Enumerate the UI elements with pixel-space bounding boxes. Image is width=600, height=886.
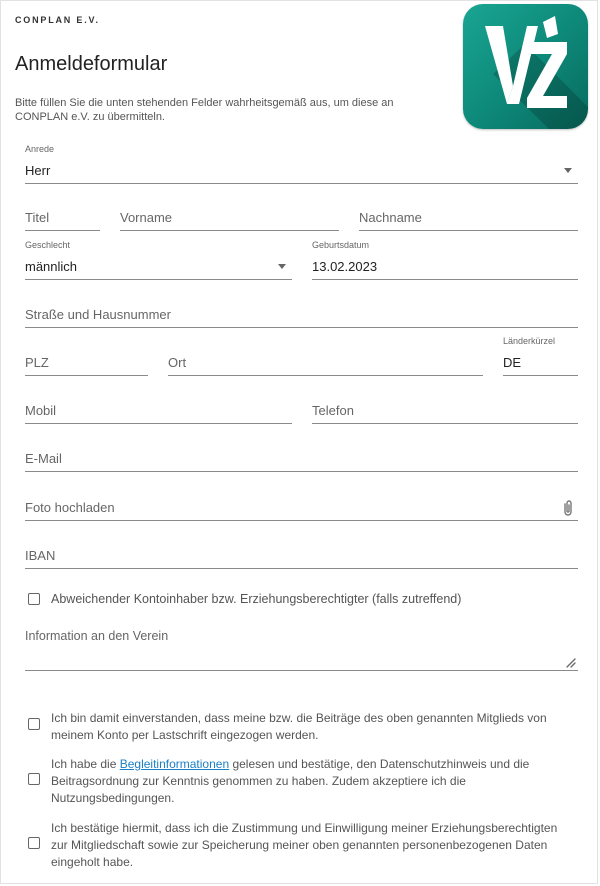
anrede-value: Herr [25, 163, 51, 178]
erziehung-label [51, 820, 576, 871]
telefon-placeholder: Telefon [312, 403, 354, 418]
lastschrift-checkbox[interactable] [28, 718, 40, 730]
iban-placeholder: IBAN [25, 548, 56, 563]
intro-text: Bitte füllen Sie die unten stehenden Felder wahrheitsgemäß aus, um diese an CONPLAN e.V. zu übermitteln. [15, 97, 394, 123]
nachname-placeholder: Nachname [359, 210, 422, 225]
geburtsdatum-value: 13.02.2023 [312, 259, 378, 274]
paperclip-icon[interactable] [561, 499, 575, 517]
plz-placeholder: PLZ [25, 355, 49, 370]
geschlecht-value: männlich [25, 259, 78, 274]
titel-placeholder: Titel [25, 210, 50, 225]
begleit-text-pre: Ich habe die [51, 757, 120, 771]
laenderkuerzel-value: DE [503, 355, 522, 370]
erziehung-text: Ich bestätige hiermit, dass ich die Zustimmung und Einwilligung meiner Erziehungsberechtigten zur Mitgliedschaft sowie zur Speicherung meiner oben genannten personenbezogenen Daten eingeholt habe. [51, 821, 558, 869]
erziehung-checkbox[interactable] [28, 837, 40, 849]
logo-vz-icon [463, 4, 588, 129]
page-title: Anmeldeformular [15, 53, 168, 75]
vorname-input[interactable] [120, 191, 339, 231]
nachname-input[interactable] [359, 191, 578, 231]
information-textarea[interactable] [25, 627, 578, 671]
vorname-placeholder: Vorname [120, 210, 173, 225]
begleit-text-post: gelesen und bestätige, den Datenschutzhinweis und die Beitragsordnung zur Kenntnis genommen zu haben. Zudem akzeptiere ich die Nutzungsbedingungen. [51, 757, 530, 805]
abweichend-checkbox[interactable] [28, 593, 40, 605]
geburtsdatum-label: Geburtsdatum [312, 240, 370, 250]
begleitinformationen-link[interactable]: Begleitinformationen [119, 757, 230, 771]
strasse-input[interactable] [25, 288, 578, 328]
titel-input[interactable] [25, 191, 100, 231]
lastschrift-label [51, 710, 576, 744]
resize-handle-icon[interactable] [566, 658, 576, 668]
lastschrift-text: Ich bin damit einverstanden, dass meine bzw. die Beiträge des oben genannten Mitglieds von meinem Konto per Lastschrift eingezogen werden. [51, 711, 547, 742]
laenderkuerzel-input[interactable] [503, 336, 578, 376]
iban-input[interactable] [25, 529, 578, 569]
begleit-checkbox[interactable] [28, 773, 40, 785]
anrede-select[interactable] [25, 144, 578, 184]
geschlecht-label: Geschlecht [25, 240, 71, 250]
begleit-label [51, 756, 576, 807]
app-logo [463, 4, 588, 129]
strasse-placeholder: Straße und Hausnummer [25, 307, 171, 322]
organization-name: CONPLAN E.V. [15, 15, 100, 25]
ort-input[interactable] [168, 336, 483, 376]
laenderkuerzel-label: Länderkürzel [503, 336, 556, 346]
information-placeholder: Information an den Verein [25, 629, 169, 643]
geschlecht-select[interactable] [25, 240, 292, 280]
anrede-label: Anrede [25, 144, 55, 154]
ort-placeholder: Ort [168, 355, 187, 370]
chevron-down-icon [278, 264, 286, 269]
mobil-placeholder: Mobil [25, 403, 57, 418]
geburtsdatum-input[interactable] [312, 240, 578, 280]
email-placeholder: E-Mail [25, 451, 62, 466]
plz-input[interactable] [25, 336, 148, 376]
telefon-input[interactable] [312, 384, 578, 424]
abweichend-label: Abweichender Kontoinhaber bzw. Erziehungsberechtigter (falls zutreffend) [51, 592, 462, 606]
mobil-input[interactable] [25, 384, 292, 424]
chevron-down-icon [564, 168, 572, 173]
email-input[interactable] [25, 432, 578, 472]
foto-upload-input[interactable] [25, 481, 578, 521]
foto-placeholder: Foto hochladen [25, 500, 115, 515]
